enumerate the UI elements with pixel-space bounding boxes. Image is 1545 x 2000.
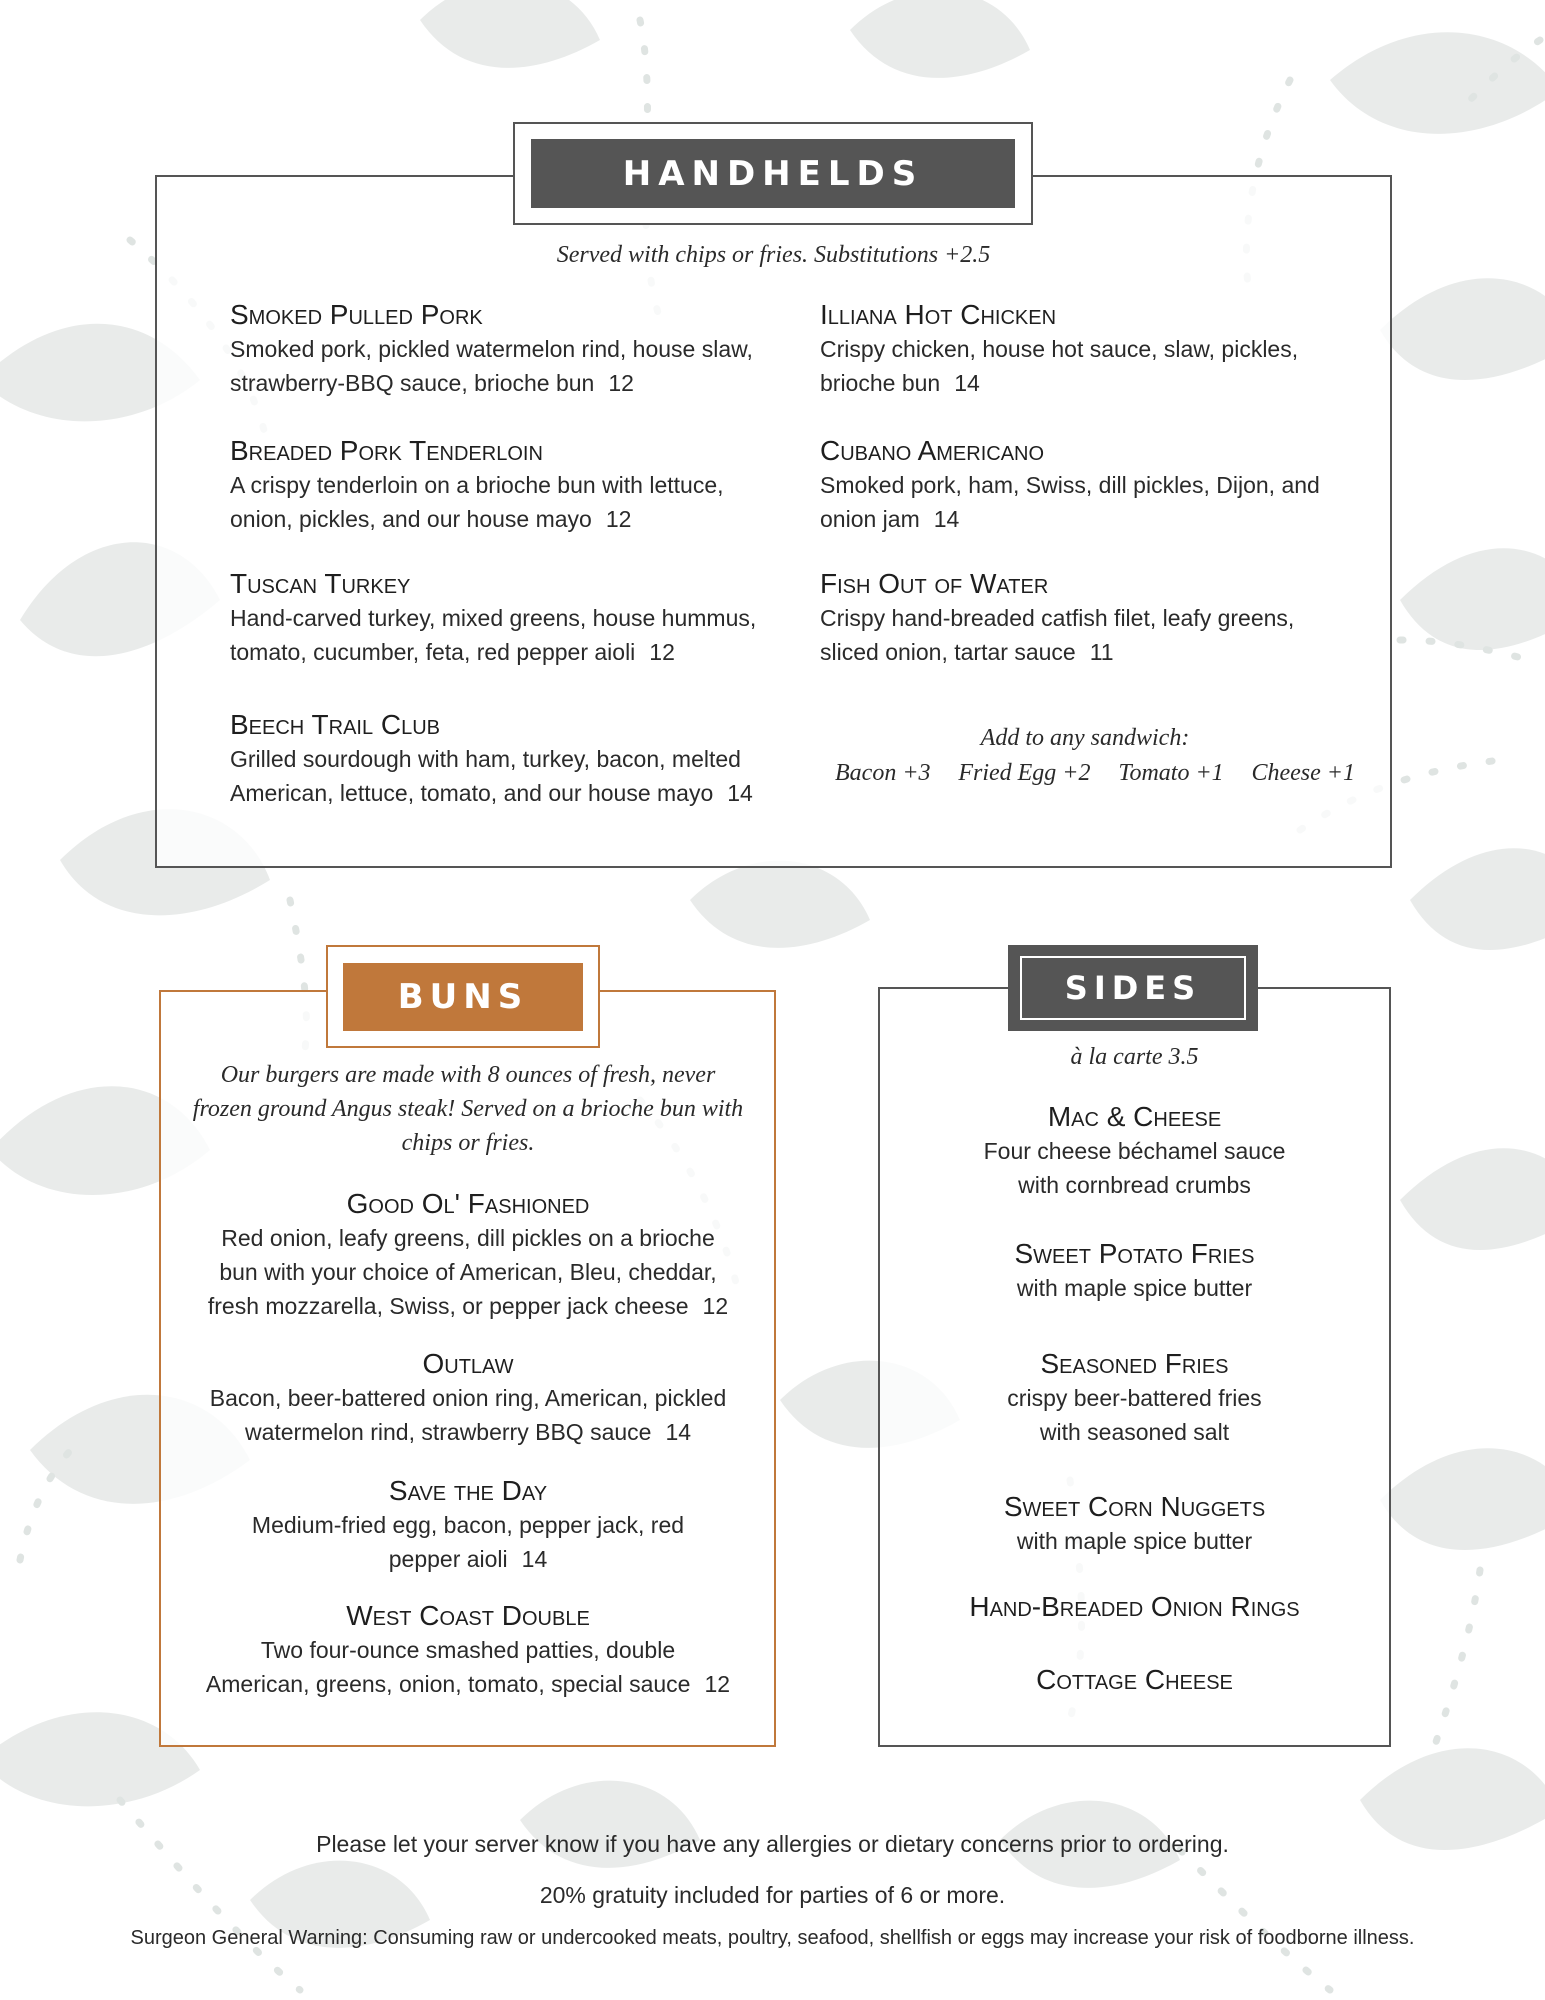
item-price: 11	[1089, 639, 1114, 665]
item-price: 14	[665, 1419, 692, 1445]
item-description: Red onion, leafy greens, dill pickles on a brioche bun with your choice of American, Bleu, cheddar, fresh mozzarella, Swiss, or pepper jack cheese 12	[207, 1225, 729, 1319]
handhelds-title: HANDHELDS	[531, 139, 1015, 208]
menu-item	[230, 434, 790, 536]
item-name: Save the Day	[388, 1475, 548, 1506]
menu-item	[820, 434, 1380, 536]
item-description: Bacon, beer-battered onion ring, American, pickled watermelon rind, strawberry BBQ sauce 14	[209, 1385, 727, 1445]
side-item	[878, 1590, 1391, 1624]
item-name: Sweet Corn Nuggets	[1003, 1491, 1266, 1522]
side-item	[878, 1490, 1391, 1558]
sides-subtitle: à la carte 3.5	[1070, 1044, 1199, 1070]
item-description: Crispy hand-breaded catfish filet, leafy greens, sliced onion, tartar sauce 11	[820, 605, 1295, 665]
side-item	[878, 1100, 1391, 1202]
menu-item	[230, 298, 790, 400]
item-name: Fish Out of Water	[820, 568, 1049, 599]
item-price: 12	[704, 1671, 731, 1697]
gratuity-notice: 20% gratuity included for parties of 6 or more.	[539, 1882, 1006, 1908]
item-price: 12	[702, 1293, 729, 1319]
item-name: Illiana Hot Chicken	[820, 299, 1057, 330]
menu-item	[820, 298, 1380, 400]
handhelds-subtitle: Served with chips or fries. Substitutions +2.5	[556, 242, 991, 268]
menu-item	[162, 1474, 774, 1576]
item-price: 14	[727, 780, 753, 806]
menu-item	[820, 567, 1380, 669]
item-name: Mac & Cheese	[1047, 1101, 1222, 1132]
item-description: Four cheese béchamel sauce with cornbread crumbs	[983, 1138, 1286, 1198]
item-description: with maple spice butter	[1016, 1528, 1253, 1554]
menu-item	[162, 1599, 774, 1701]
item-name: Good Ol' Fashioned	[346, 1188, 590, 1219]
allergy-notice: Please let your server know if you have any allergies or dietary concerns prior to ordering.	[316, 1831, 1229, 1857]
item-price: 14	[954, 370, 980, 396]
item-price: 14	[933, 506, 960, 532]
item-name: Hand-Breaded Onion Rings	[969, 1591, 1300, 1622]
item-name: Sweet Potato Fries	[1014, 1238, 1255, 1269]
item-description: Crispy chicken, house hot sauce, slaw, pickles, brioche bun 14	[820, 336, 1299, 396]
item-description: crispy beer-battered fries with seasoned salt	[1007, 1385, 1262, 1445]
item-description: Medium-fried egg, bacon, pepper jack, red pepper aioli 14	[251, 1512, 685, 1572]
item-description: Smoked pork, ham, Swiss, dill pickles, Dijon, and onion jam 14	[820, 472, 1320, 532]
item-price: 14	[521, 1546, 548, 1572]
addons-list	[835, 760, 1355, 787]
item-description: Two four-ounce smashed patties, double American, greens, onion, tomato, special sauce 12	[205, 1637, 731, 1697]
buns-title: BUNS	[343, 963, 583, 1031]
menu-item	[162, 1347, 774, 1449]
item-name: Outlaw	[422, 1348, 514, 1379]
addon-item: Cheese +1	[1251, 760, 1355, 786]
item-name: Tuscan Turkey	[230, 568, 411, 599]
item-description: with maple spice butter	[1016, 1275, 1253, 1301]
sides-title: SIDES	[1020, 956, 1246, 1020]
item-name: Beech Trail Club	[230, 709, 440, 740]
item-description: Hand-carved turkey, mixed greens, house hummus, tomato, cucumber, feta, red pepper aioli 12	[230, 605, 757, 665]
buns-intro: Our burgers are made with 8 ounces of fresh, never frozen ground Angus steak! Served on a brioche bun with chips or fries.	[192, 1062, 744, 1156]
side-item	[878, 1663, 1391, 1697]
menu-item	[162, 1187, 774, 1323]
addons-heading: Add to any sandwich:	[980, 725, 1190, 751]
item-price: 12	[608, 370, 634, 396]
addon-item: Bacon +3	[835, 760, 931, 786]
item-name: West Coast Double	[346, 1600, 590, 1631]
item-name: Cottage Cheese	[1036, 1664, 1233, 1695]
item-price: 12	[649, 639, 675, 665]
item-name: Breaded Pork Tenderloin	[230, 435, 543, 466]
side-item	[878, 1347, 1391, 1449]
item-name: Seasoned Fries	[1040, 1348, 1229, 1379]
item-price: 12	[605, 506, 632, 532]
menu-item	[230, 708, 790, 810]
menu-item	[230, 567, 790, 669]
item-name: Smoked Pulled Pork	[230, 299, 483, 330]
addon-item: Fried Egg +2	[958, 760, 1091, 786]
item-description: Grilled sourdough with ham, turkey, bacon, melted American, lettuce, tomato, and our house mayo 14	[230, 746, 753, 806]
addon-item: Tomato +1	[1118, 760, 1224, 786]
side-item	[878, 1237, 1391, 1305]
item-description: Smoked pork, pickled watermelon rind, house slaw, strawberry-BBQ sauce, brioche bun 12	[230, 336, 753, 396]
item-name: Cubano Americano	[820, 435, 1045, 466]
item-description: A crispy tenderloin on a brioche bun with lettuce, onion, pickles, and our house mayo 12	[230, 472, 724, 532]
health-warning: Surgeon General Warning: Consuming raw or undercooked meats, poultry, seafood, shellfish or eggs may increase your risk of foodborne illness.	[130, 1927, 1415, 1949]
